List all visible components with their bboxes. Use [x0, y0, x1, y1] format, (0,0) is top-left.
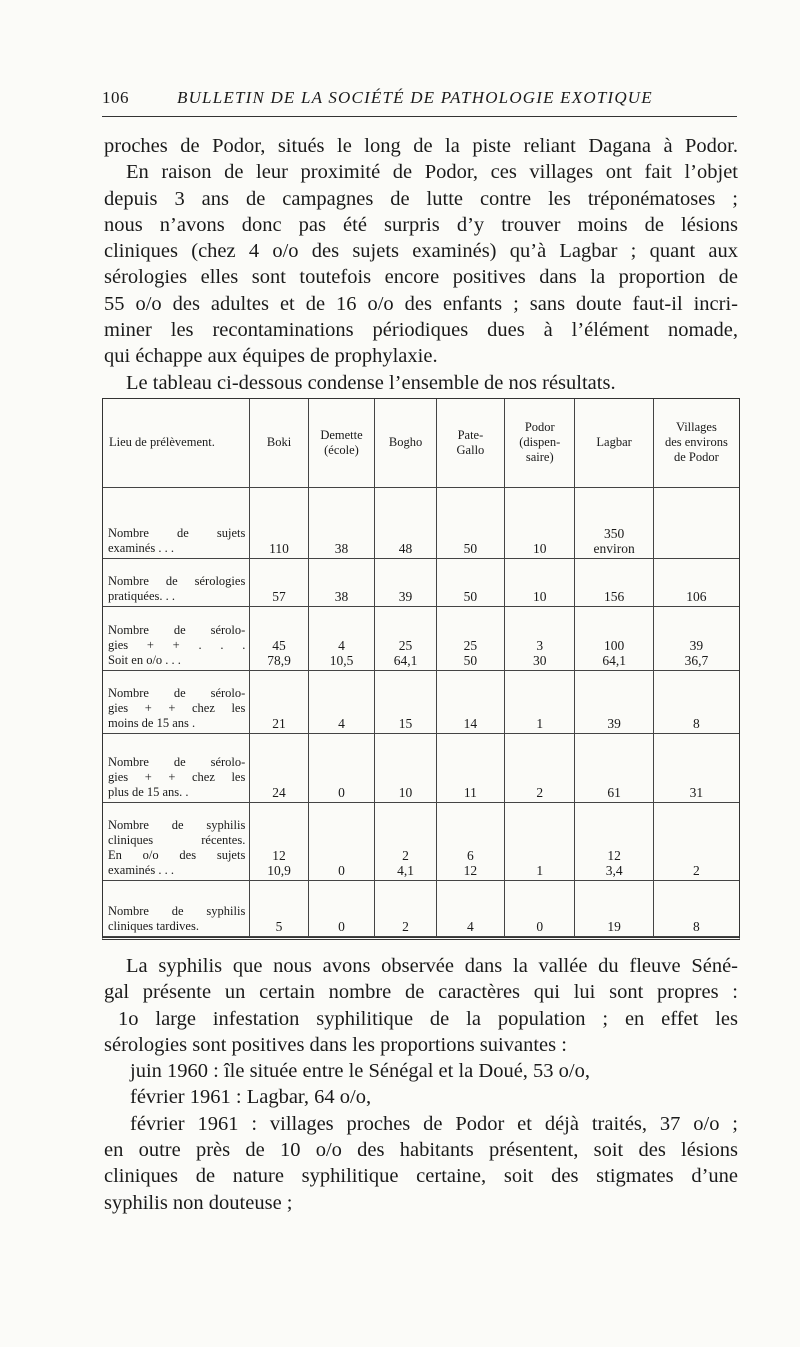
- cell-value: 2: [402, 919, 409, 934]
- cell-value: 4: [338, 638, 345, 654]
- cell-value: 30: [533, 653, 547, 669]
- row-label-line: Nombre de sérolo-: [108, 755, 246, 770]
- cell-value: 4: [338, 716, 345, 732]
- cell-value: 12: [607, 847, 621, 863]
- table-cell: [575, 880, 653, 937]
- text-line: sérologies sont positives dans les proportions suivantes :: [104, 1033, 567, 1056]
- table-cell: [505, 880, 575, 937]
- row-label-line: Nombre de sérologies: [108, 573, 246, 588]
- table-cell: [308, 803, 375, 880]
- table-row: [103, 803, 739, 880]
- cell-value: 3,4: [605, 862, 623, 878]
- cell-value: 38: [334, 588, 349, 604]
- table-cell: [250, 558, 308, 606]
- row-label: [103, 880, 250, 937]
- text-line: gal présente un certain nombre de caractères qui lui sont propres :: [104, 981, 738, 1004]
- cell-value: 100: [604, 638, 625, 654]
- table-cell: [250, 880, 308, 937]
- cell-value: 0: [536, 919, 544, 934]
- intro-paragraph: [104, 133, 738, 396]
- table-cell: [505, 487, 575, 558]
- row-label-line: examinés . . .: [108, 862, 174, 877]
- text-line: février 1961 : villages proches de Podor et déjà traités, 37 o/o ;: [130, 1112, 738, 1135]
- table-cell: [250, 671, 308, 734]
- cell-value: 38: [334, 540, 349, 556]
- table-cell: [436, 803, 504, 880]
- row-label: [103, 803, 250, 880]
- table-cell: [505, 671, 575, 734]
- table-cell: [575, 606, 653, 671]
- cell-value: 0: [338, 862, 345, 878]
- table-cell: [250, 606, 308, 671]
- cell-value: 2: [536, 785, 544, 801]
- table-cell: [308, 606, 375, 671]
- table-cell: [375, 734, 437, 803]
- table-intro: Le tableau ci-dessous condense l’ensemble de nos résultats.: [126, 371, 616, 394]
- cell-value: 50: [463, 653, 478, 669]
- cell-value: 39: [607, 716, 621, 732]
- table-cell: [653, 606, 739, 671]
- cell-value: 50: [463, 540, 478, 556]
- text-line: cliniques (chez 4 o/o des sujets examinés) qu’à Lagbar ; quant aux: [104, 240, 738, 263]
- row-label-line: Nombre de syphilis: [108, 904, 246, 918]
- table-row: [103, 487, 739, 558]
- row-label-line: plus de 15 ans. .: [108, 785, 189, 800]
- text-line: juin 1960 : île située entre le Sénégal et la Doué, 53 o/o,: [130, 1060, 590, 1083]
- cell-value: 0: [338, 785, 345, 801]
- text-line: syphilis non douteuse ;: [104, 1191, 293, 1214]
- cell-value: 10: [533, 588, 547, 604]
- table-cell: [250, 803, 308, 880]
- row-label-line: cliniques tardives.: [108, 919, 199, 933]
- text-line: février 1961 : Lagbar, 64 o/o,: [130, 1086, 372, 1109]
- table-cell: [436, 606, 504, 671]
- row-label: [103, 671, 250, 734]
- table-cell: [505, 734, 575, 803]
- row-label-line: gies + + chez les: [108, 770, 246, 785]
- header-lagbar: Lagbar: [575, 399, 653, 487]
- table-cell: [505, 803, 575, 880]
- table-cell: [436, 734, 504, 803]
- text-line: 1o large infestation syphilitique de la population ; en effet les: [118, 1007, 738, 1030]
- cell-value: 110: [269, 540, 289, 556]
- row-label-line: gies + + . . .: [108, 638, 246, 653]
- row-label-line: pratiquées. . .: [108, 588, 175, 603]
- table-row: [103, 558, 739, 606]
- row-label-line: En o/o des sujets: [108, 847, 246, 862]
- table-cell: [505, 558, 575, 606]
- cell-value: 48: [398, 540, 413, 556]
- table-cell: [575, 487, 653, 558]
- table-cell: [653, 487, 739, 558]
- header-demette: Demette (école): [308, 399, 375, 487]
- header-bogho: Bogho: [375, 399, 437, 487]
- cell-value: 12: [463, 862, 478, 878]
- closing-paragraph: [104, 953, 738, 1216]
- cell-value: 14: [463, 716, 478, 732]
- cell-value: 6: [467, 847, 474, 863]
- cell-value: 45: [272, 638, 286, 654]
- row-label-line: gies + + chez les: [108, 701, 246, 716]
- row-label-line: cliniques récentes.: [108, 832, 246, 847]
- row-label: [103, 734, 250, 803]
- cell-value: 350: [604, 525, 625, 541]
- cell-value: 39: [689, 638, 704, 654]
- cell-value: environ: [593, 540, 635, 556]
- cell-value: 10: [398, 785, 413, 801]
- table-cell: [250, 487, 308, 558]
- text-line: sérologies elles sont toutefois encore positives dans la proportion de: [104, 266, 738, 289]
- text-line: proches de Podor, situés le long de la piste reliant Dagana à Podor.: [104, 135, 738, 157]
- cell-value: 25: [398, 638, 413, 654]
- header-pate-gallo: Pate- Gallo: [436, 399, 504, 487]
- cell-value: 8: [693, 919, 700, 934]
- table-cell: [308, 734, 375, 803]
- cell-value: 78,9: [267, 653, 291, 669]
- header-rule: [102, 116, 737, 117]
- cell-value: 10: [533, 540, 547, 556]
- table-row: [103, 734, 739, 803]
- table-cell: [436, 671, 504, 734]
- table-cell: [653, 734, 739, 803]
- text-line: en outre près de 10 o/o des habitants présentent, soit des lésions: [104, 1139, 738, 1162]
- cell-value: 64,1: [602, 653, 626, 669]
- cell-value: 61: [607, 785, 621, 801]
- table-cell: [250, 734, 308, 803]
- table-cell: [375, 671, 437, 734]
- cell-value: 57: [272, 588, 286, 604]
- table-cell: [575, 558, 653, 606]
- text-line: En raison de leur proximité de Podor, ces villages ont fait l’objet: [126, 161, 738, 184]
- table-cell: [375, 606, 437, 671]
- row-label-line: Soit en o/o . . .: [108, 653, 181, 668]
- row-label-line: Nombre de syphilis: [108, 817, 246, 832]
- row-label: [103, 487, 250, 558]
- cell-value: 1: [536, 716, 544, 732]
- table-cell: [653, 558, 739, 606]
- table-cell: [436, 880, 504, 937]
- cell-value: 50: [463, 588, 478, 604]
- table-cell: [653, 671, 739, 734]
- row-label-line: examinés . . .: [108, 540, 174, 555]
- table-row: [103, 880, 739, 937]
- cell-value: 10,5: [329, 653, 354, 669]
- page-number: 106: [102, 88, 129, 107]
- cell-value: 64,1: [393, 653, 418, 669]
- table-cell: [653, 803, 739, 880]
- cell-value: 106: [686, 588, 707, 604]
- table-cell: [308, 558, 375, 606]
- table-cell: [375, 487, 437, 558]
- text-line: nous n’avons donc pas été surpris d’y trouver moins de lésions: [104, 213, 738, 236]
- table-cell: [436, 487, 504, 558]
- cell-value: 12: [272, 847, 286, 863]
- table-cell: [375, 880, 437, 937]
- cell-value: 10,9: [267, 862, 291, 878]
- cell-value: 31: [689, 785, 704, 801]
- table-row: [103, 671, 739, 734]
- running-head: [102, 88, 737, 118]
- table-cell: [505, 606, 575, 671]
- cell-value: 21: [272, 716, 286, 732]
- table-row: [103, 606, 739, 671]
- cell-value: 25: [463, 638, 478, 654]
- table-cell: [308, 880, 375, 937]
- cell-value: 15: [398, 716, 413, 732]
- cell-value: 19: [607, 919, 621, 934]
- header-villages: Villages des environs de Podor: [653, 399, 739, 487]
- cell-value: 11: [463, 785, 477, 801]
- results-table: [102, 398, 740, 940]
- table-cell: [575, 671, 653, 734]
- cell-value: 5: [275, 919, 283, 934]
- table-cell: [375, 803, 437, 880]
- cell-value: 24: [272, 785, 286, 801]
- cell-value: 2: [402, 847, 409, 863]
- table-cell: [308, 487, 375, 558]
- table-cell: [308, 671, 375, 734]
- header-boki: Boki: [250, 399, 308, 487]
- cell-value: 1: [536, 862, 544, 878]
- table-cell: [436, 558, 504, 606]
- row-label-line: moins de 15 ans .: [108, 716, 196, 731]
- table-cell: [653, 880, 739, 937]
- text-line: qui échappe aux équipes de prophylaxie.: [104, 345, 438, 368]
- text-line: 55 o/o des adultes et de 16 o/o des enfants ; sans doute faut-il incri-: [104, 292, 738, 315]
- cell-value: 4,1: [397, 862, 414, 878]
- text-line: miner les recontaminations périodiques dues à l’élément nomade,: [104, 319, 738, 342]
- cell-value: 2: [693, 862, 700, 878]
- cell-value: 36,7: [684, 653, 709, 669]
- table-cell: [575, 803, 653, 880]
- table-cell: [375, 558, 437, 606]
- header-lieu: Lieu de prélèvement.: [103, 399, 250, 487]
- cell-value: 8: [693, 716, 700, 732]
- cell-value: 0: [338, 919, 345, 934]
- text-line: cliniques de nature syphilitique certaine, soit des stigmates d’une: [104, 1165, 738, 1188]
- row-label-line: Nombre de sérolo-: [108, 686, 246, 701]
- row-label: [103, 606, 250, 671]
- journal-title: BULLETIN DE LA SOCIÉTÉ DE PATHOLOGIE EXOTIQUE: [177, 88, 653, 107]
- row-label-line: Nombre de sujets: [108, 525, 246, 540]
- row-label: [103, 558, 250, 606]
- text-line: La syphilis que nous avons observée dans la vallée du fleuve Séné-: [126, 955, 738, 977]
- header-podor: Podor (dispen- saire): [505, 399, 575, 487]
- cell-value: 3: [536, 638, 544, 654]
- row-label-line: Nombre de sérolo-: [108, 623, 246, 638]
- cell-value: 156: [604, 588, 625, 604]
- table-cell: [575, 734, 653, 803]
- cell-value: 4: [467, 919, 474, 934]
- cell-value: 39: [398, 588, 413, 604]
- text-line: depuis 3 ans de campagnes de lutte contre les tréponématoses ;: [104, 187, 738, 210]
